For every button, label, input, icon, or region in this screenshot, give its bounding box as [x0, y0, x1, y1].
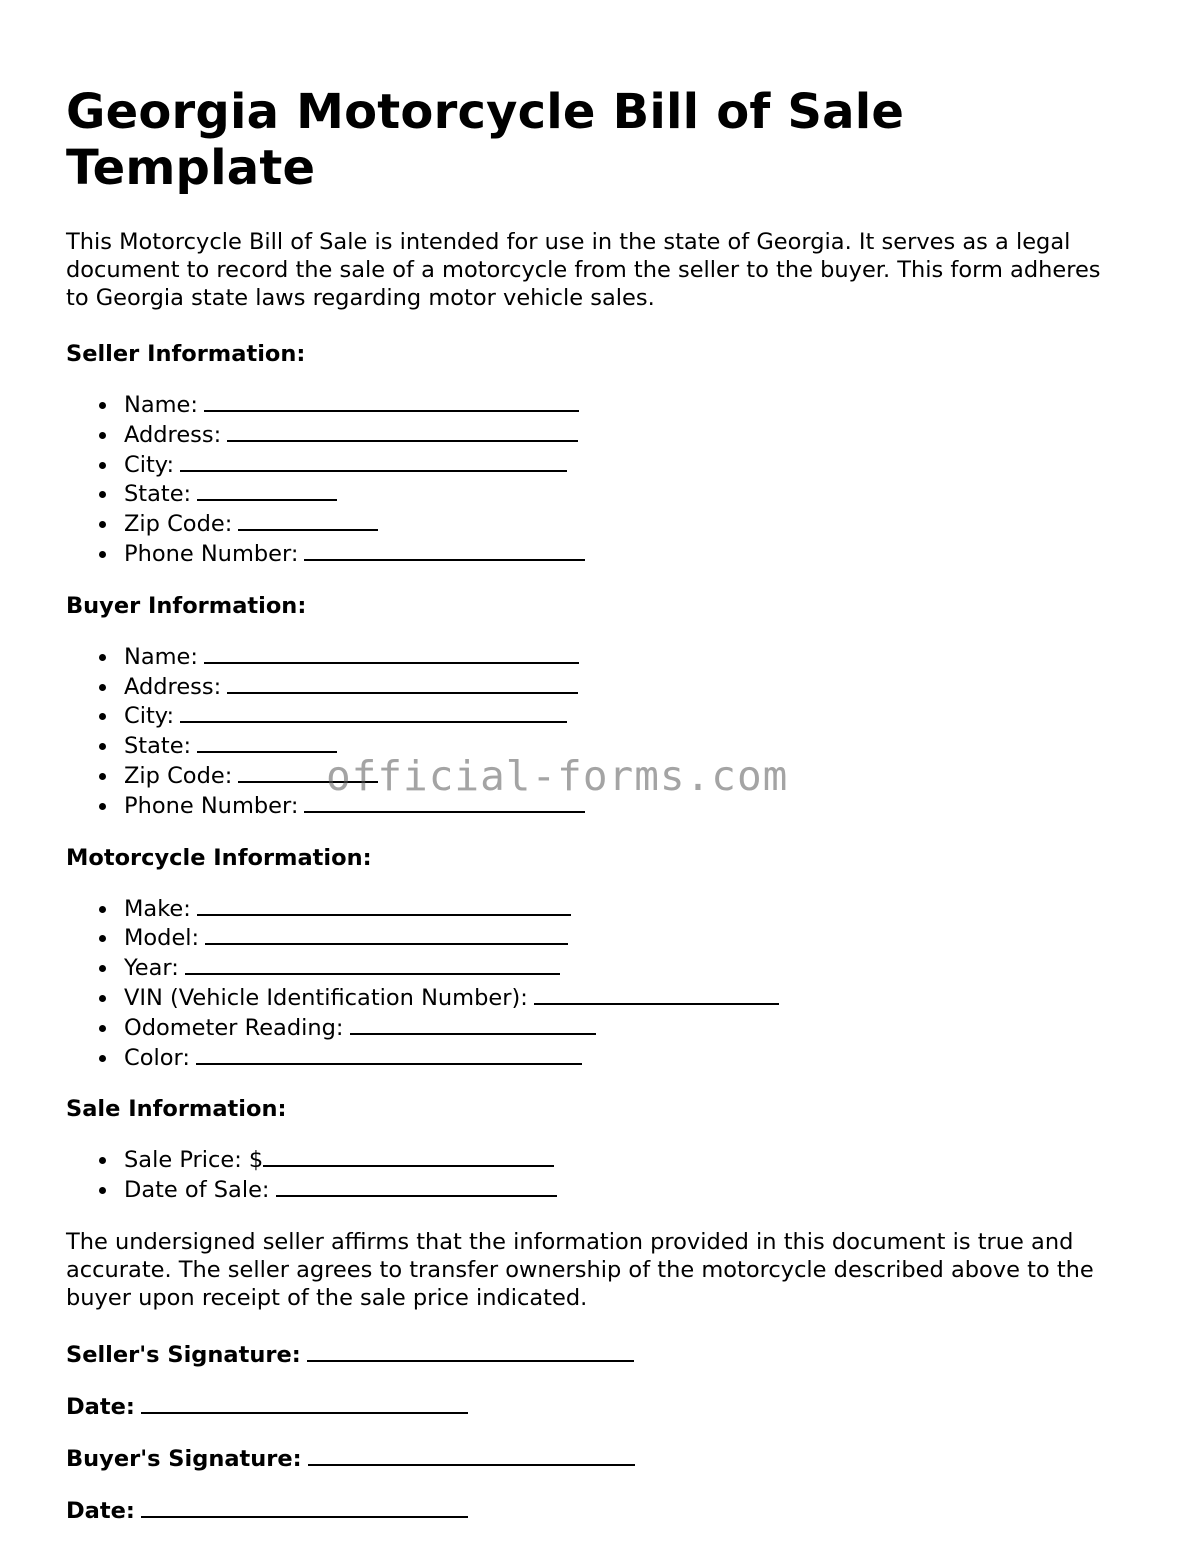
seller-city-blank[interactable] — [180, 450, 567, 472]
buyer-zip-blank[interactable] — [238, 761, 378, 783]
seller-signature-label: Seller's Signature: — [66, 1341, 301, 1368]
field-label: City: — [124, 703, 175, 730]
sale-date-field — [124, 1175, 1126, 1205]
field-label: VIN (Vehicle Identification Number): — [124, 984, 528, 1011]
motorcycle-color-blank[interactable] — [196, 1043, 582, 1065]
field-label: State: — [124, 733, 192, 760]
field-label: Zip Code: — [124, 762, 233, 789]
field-label: Phone Number: — [124, 792, 299, 819]
buyer-date-label: Date: — [66, 1497, 135, 1524]
seller-phone-field — [124, 539, 1126, 569]
seller-state-field — [124, 479, 1126, 509]
buyer-address-field — [124, 672, 1126, 702]
motorcycle-make-field — [124, 894, 1126, 924]
buyer-signature-label: Buyer's Signature: — [66, 1445, 302, 1472]
seller-address-field — [124, 420, 1126, 450]
seller-signature-blank[interactable] — [307, 1340, 634, 1362]
field-label: Name: — [124, 392, 198, 418]
motorcycle-year-blank[interactable] — [185, 953, 560, 975]
buyer-section-heading: Buyer Information: — [66, 592, 307, 619]
buyer-city-field — [124, 701, 1126, 731]
buyer-signature-line — [66, 1444, 1126, 1473]
buyer-name-blank[interactable] — [204, 642, 579, 664]
motorcycle-make-blank[interactable] — [197, 894, 571, 916]
motorcycle-fields-list — [66, 894, 1126, 1073]
buyer-city-blank[interactable] — [180, 701, 567, 723]
field-label: City: — [124, 451, 175, 478]
sale-price-field — [124, 1145, 1126, 1175]
sale-price-blank[interactable] — [263, 1145, 554, 1167]
seller-date-label: Date: — [66, 1393, 135, 1420]
field-label: Color: — [124, 1044, 190, 1071]
seller-zip-blank[interactable] — [238, 509, 378, 531]
field-label: Address: — [124, 673, 222, 700]
seller-name-blank[interactable] — [204, 390, 579, 412]
seller-address-blank[interactable] — [227, 420, 578, 442]
buyer-phone-field — [124, 791, 1126, 821]
field-label: Zip Code: — [124, 511, 233, 538]
seller-phone-blank[interactable] — [304, 539, 585, 561]
buyer-phone-blank[interactable] — [304, 791, 585, 813]
bill-of-sale-document — [66, 84, 1126, 1548]
buyer-date-line — [66, 1496, 1126, 1525]
buyer-address-blank[interactable] — [227, 672, 578, 694]
field-label: State: — [124, 481, 192, 508]
seller-signature-line — [66, 1340, 1126, 1369]
watermark: official-forms.com — [326, 752, 789, 800]
motorcycle-model-blank[interactable] — [205, 923, 568, 945]
motorcycle-vin-field — [124, 983, 1126, 1013]
sale-section-heading: Sale Information: — [66, 1096, 287, 1123]
field-label: Sale Price: $ — [124, 1147, 264, 1174]
buyer-state-field — [124, 731, 1126, 761]
seller-section-heading: Seller Information: — [66, 341, 306, 367]
intro-paragraph: This Motorcycle Bill of Sale is intended for use in the state of Georgia. It serves as a legal document to record the sale of a motorcycle from the seller to the buyer. This form adheres to Georgia state laws regarding motor vehicle sales. — [66, 229, 1101, 311]
sale-fields-list — [66, 1145, 1126, 1205]
seller-date-blank[interactable] — [141, 1392, 468, 1414]
field-label: Year: — [124, 955, 179, 982]
motorcycle-section-heading: Motorcycle Information: — [66, 844, 372, 871]
seller-date-line — [66, 1392, 1126, 1421]
buyer-name-field — [124, 642, 1126, 672]
field-label: Odometer Reading: — [124, 1014, 344, 1041]
field-label: Address: — [124, 421, 222, 448]
page-title: Georgia Motorcycle Bill of Sale Template — [66, 84, 905, 196]
seller-name-field — [124, 390, 1126, 420]
buyer-date-blank[interactable] — [141, 1496, 468, 1518]
buyer-signature-blank[interactable] — [308, 1444, 635, 1466]
motorcycle-model-field — [124, 923, 1126, 953]
buyer-fields-list — [66, 642, 1126, 821]
motorcycle-odometer-field — [124, 1013, 1126, 1043]
field-label: Make: — [124, 895, 191, 922]
sale-date-blank[interactable] — [276, 1175, 557, 1197]
field-label: Date of Sale: — [124, 1177, 270, 1204]
buyer-state-blank[interactable] — [197, 731, 337, 753]
field-label: Model: — [124, 925, 200, 952]
field-label: Name: — [124, 643, 198, 670]
seller-zip-field — [124, 509, 1126, 539]
motorcycle-odometer-blank[interactable] — [350, 1013, 596, 1035]
field-label: Phone Number: — [124, 540, 299, 567]
seller-state-blank[interactable] — [197, 479, 337, 501]
motorcycle-color-field — [124, 1043, 1126, 1073]
seller-city-field — [124, 450, 1126, 480]
motorcycle-year-field — [124, 953, 1126, 983]
buyer-zip-field — [124, 761, 1126, 791]
affirmation-paragraph: The undersigned seller affirms that the information provided in this document is true and accurate. The seller agrees to transfer ownership of the motorcycle described above to the buyer upon receipt of the sale price indicated. — [66, 1228, 1094, 1311]
motorcycle-vin-blank[interactable] — [534, 983, 779, 1005]
seller-fields-list — [66, 390, 1126, 569]
